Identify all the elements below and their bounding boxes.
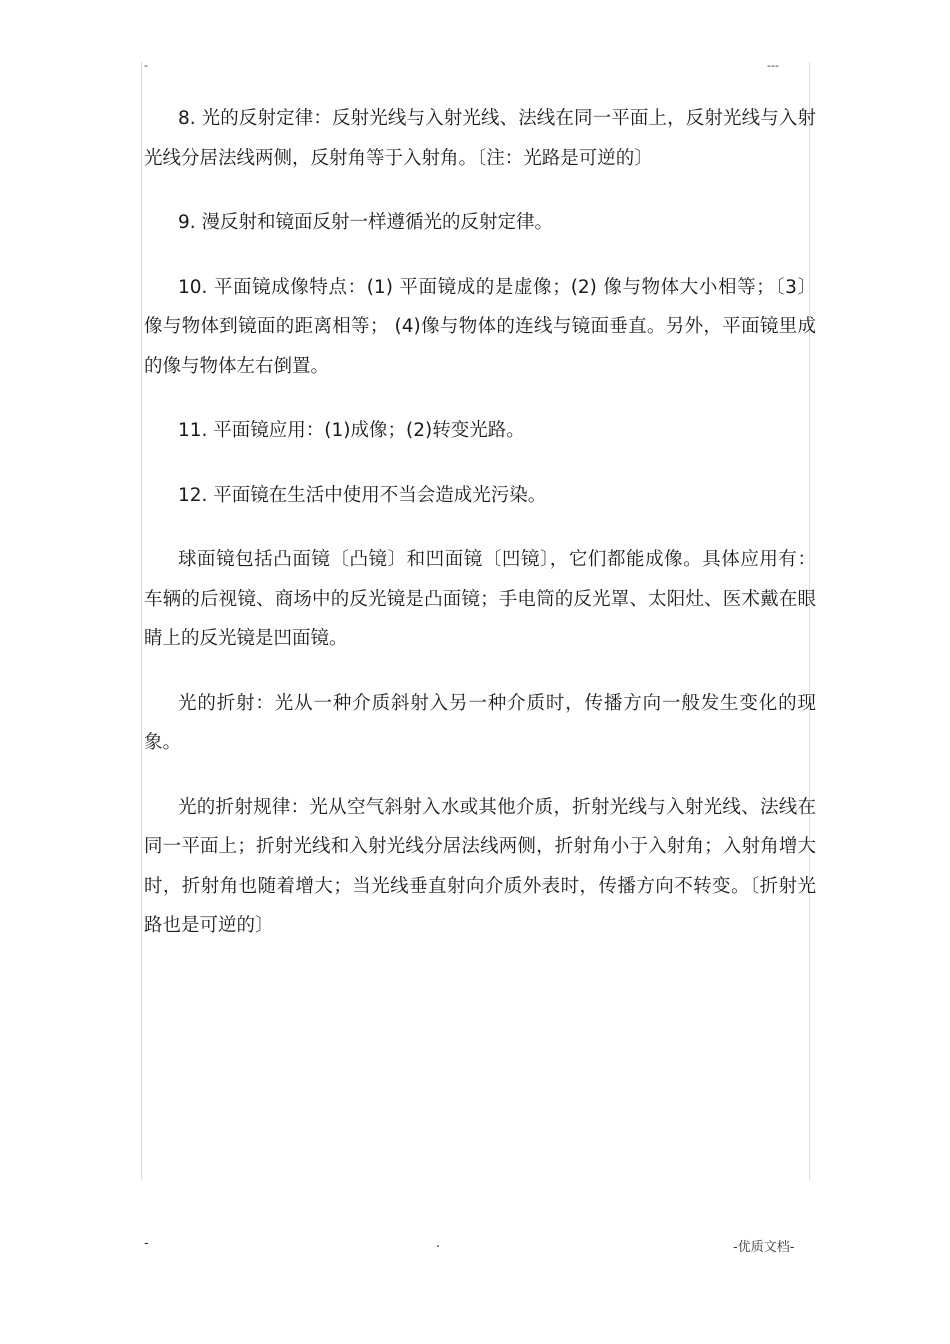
paragraph-spherical-mirrors: 球面镜包括凸面镜〔凸镜〕和凹面镜〔凹镜〕，它们都能成像。具体应用有： 车辆的后视镜、商场中的反光镜是凸面镜；手电筒的反光罩、太阳灶、医术戴在眼睛上的反光镜是凹面镜。 bbox=[144, 549, 816, 649]
paragraph-refraction-law: 光的折射规律：光从空气斜射入水或其他介质，折射光线与入射光线、法线在同一平面上；折射光线和入射光线分居法线两侧，折射角小于入射角；入射角增大时，折射角也随着增大；当光线垂直射向介质外表时，传播方向不转变。〔折射光路也是可逆的〕 bbox=[144, 796, 816, 936]
header-left-mark: - bbox=[144, 59, 148, 72]
footer-center-mark: . bbox=[436, 1236, 441, 1251]
paragraph-plane-mirror-uses: 11. 平面镜应用：(1)成像；(2)转变光路。 bbox=[178, 420, 525, 441]
footer-left-mark: - bbox=[144, 1236, 149, 1251]
paragraph-diffuse-reflection: 9. 漫反射和镜面反射一样遵循光的反射定律。 bbox=[178, 212, 554, 233]
paragraph-light-pollution: 12. 平面镜在生活中使用不当会造成光污染。 bbox=[178, 484, 547, 506]
footer-quality-label: -优质文档- bbox=[733, 1240, 795, 1255]
document-body bbox=[144, 99, 816, 971]
paragraph-reflection-law: 8. 光的反射定律：反射光线与入射光线、法线在同一平面上，反射光线与入射光线分居法线两侧，反射角等于入射角。〔注：光路是可逆的〕 bbox=[144, 108, 816, 169]
header-right-mark: --- bbox=[767, 59, 779, 72]
paragraph-plane-mirror-features: 10. 平面镜成像特点：(1) 平面镜成的是虚像；(2) 像与物体大小相等；〔3〕像与物体到镜面的距离相等； (4)像与物体的连线与镜面垂直。另外，平面镜里成的像与物体左右倒置。 bbox=[144, 276, 816, 377]
paragraph-refraction-definition: 光的折射：光从一种介质斜射入另一种介质时，传播方向一般发生变化的现象。 bbox=[144, 692, 816, 753]
